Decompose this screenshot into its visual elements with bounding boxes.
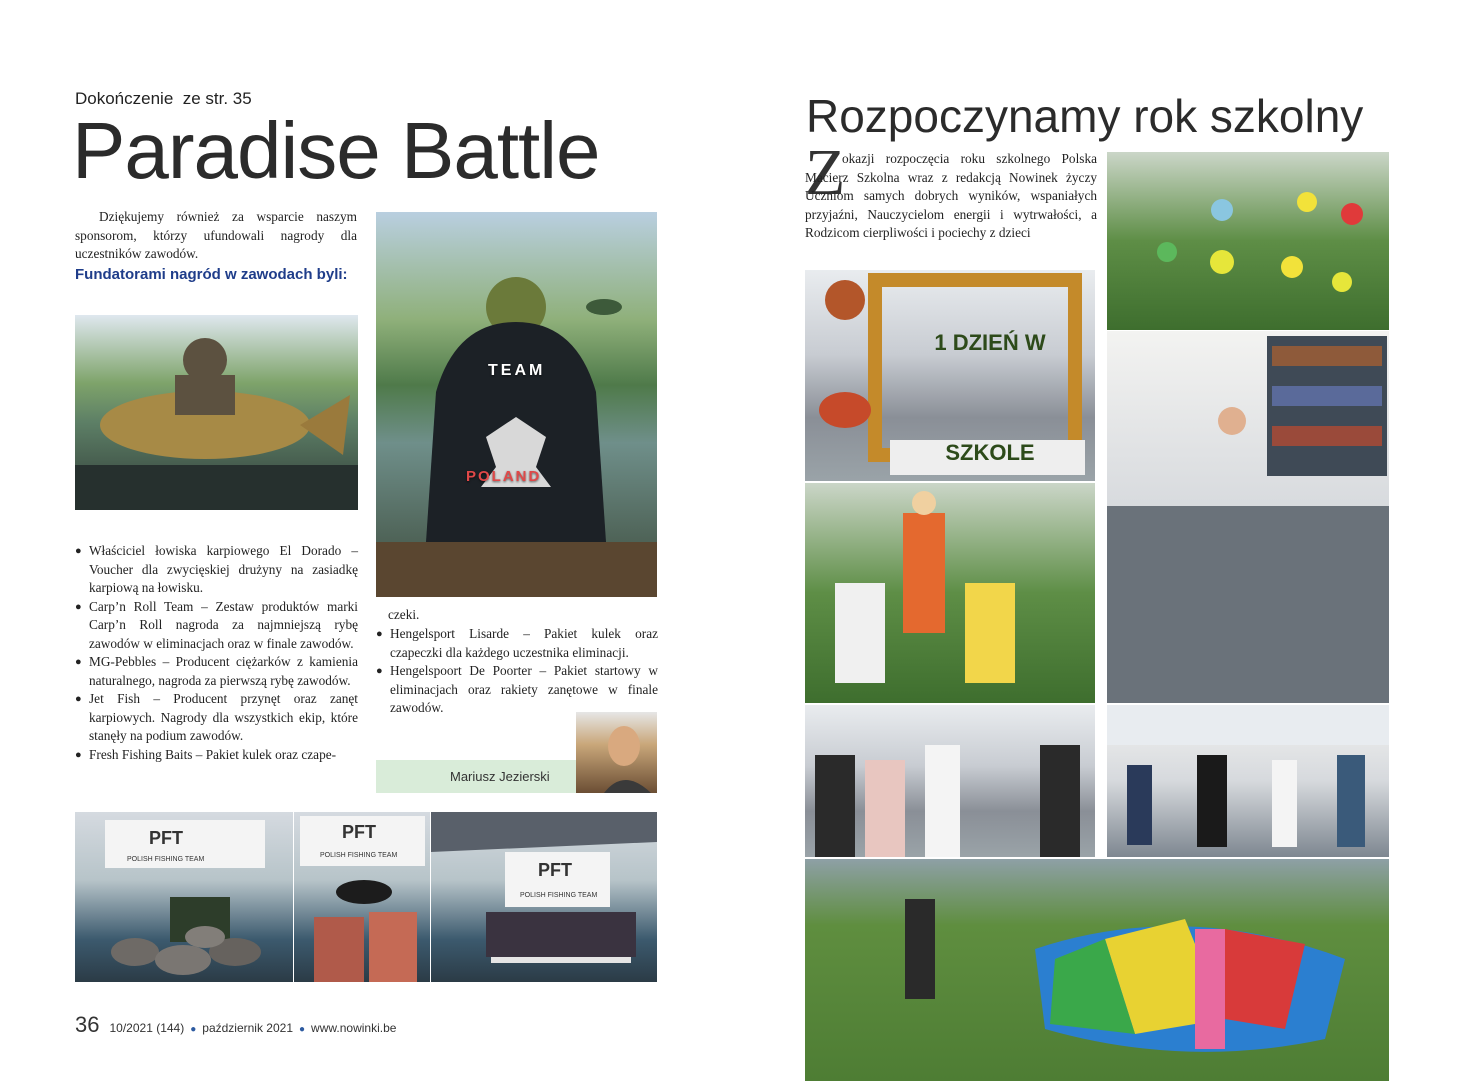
list-item: ● MG-Pebbles – Producent ciężarków z kamienia naturalnego, nagroda za pierwszą rybę zawodów. xyxy=(75,653,358,690)
school-entrance-photo xyxy=(1107,705,1389,857)
kids-with-teacher-photo xyxy=(805,483,1095,703)
first-day-sign: 1 DZIEŃ W SZKOLE xyxy=(934,330,1046,465)
greeting-paragraph: okazji rozpoczęcia roku szkolnego Polska Macierz Szkolna wraz z redakcją Nowinek życzy Uczniom samych dobrych wyników, wspaniałych przyjaźni, Nauczycielom energii i wytrwałości, a Rodzicom cierpliwości i pociechy z dzieci xyxy=(805,151,1097,240)
boilies-illustration xyxy=(294,812,430,982)
angler-illustration xyxy=(376,212,657,597)
list-item: ● Fresh Fishing Baits – Pakiet kulek oraz czape- xyxy=(75,746,358,765)
kids-balloons-photo xyxy=(1107,152,1389,330)
page-number: 36 xyxy=(75,1012,100,1037)
sponsors-heading: Fundatorami nagród w zawodach byli: xyxy=(75,266,348,283)
issue-number: 10/2021 (144) xyxy=(109,1021,185,1035)
carp-angler-photo xyxy=(75,315,358,510)
banner-logo: PFT xyxy=(538,860,572,880)
page-footer xyxy=(75,1012,396,1042)
sponsors-list-column-2 xyxy=(376,625,658,718)
pebbles-illustration xyxy=(75,812,293,982)
drop-cap-z: Z xyxy=(805,136,846,209)
carp-illustration xyxy=(75,315,358,510)
list-item: ● Właściciel łowiska karpiowego El Dorado – Voucher dla zwycięskiej drużyny na zasiadkę karpiową na łowisku. xyxy=(75,542,358,598)
banner-logo: PFT xyxy=(149,828,183,848)
list-item: ● Hengelspoort De Poorter – Pakiet startowy w eliminacjach oraz rakiety zanętowe w finale zawodów. xyxy=(376,662,658,718)
author-name: Mariusz Jezierski xyxy=(450,769,550,784)
list-item: ● Jet Fish – Producent przynęt oraz zanęt karpiowych. Nagrody dla wszystkich ekip, które stanęły na podium zawodów. xyxy=(75,690,358,746)
sponsors-list-column-1 xyxy=(75,542,358,764)
entrance-illustration xyxy=(1107,705,1389,857)
bullet-dot-icon: ● xyxy=(190,1024,197,1035)
balloons-illustration xyxy=(1107,152,1389,330)
issue-date: październik 2021 xyxy=(202,1021,293,1035)
classroom-illustration xyxy=(1107,331,1389,703)
author-credit-box xyxy=(376,760,576,793)
stand-photo-pebbles xyxy=(75,812,293,982)
stand-photo-tent xyxy=(431,812,657,982)
author-face-illustration xyxy=(576,712,657,793)
article-title-paradise-battle: Paradise Battle xyxy=(72,106,600,195)
first-day-frame-photo xyxy=(805,270,1095,481)
banner-logo: PFT xyxy=(342,822,376,842)
hoodie-text-team: TEAM xyxy=(488,362,546,379)
hallway-illustration xyxy=(805,705,1095,857)
column-2-continuation: czeki. xyxy=(388,607,420,622)
teacher-illustration xyxy=(805,483,1095,703)
banner-text: POLISH FISHING TEAM xyxy=(320,852,398,859)
website-url: www.nowinki.be xyxy=(311,1021,397,1035)
banner-text: POLISH FISHING TEAM xyxy=(127,856,205,863)
banner-text: POLISH FISHING TEAM xyxy=(520,892,598,899)
continuation-note: Dokończenie ze str. 35 xyxy=(75,89,252,108)
bullet-dot-icon: ● xyxy=(299,1024,306,1035)
intro-paragraph: Dziękujemy również za wsparcie naszym sponsorom, którzy ufundowali nagrody dla uczestników zawodów. xyxy=(75,209,357,261)
list-item: ● Carp’n Roll Team – Zestaw produktów marki Carp’n Roll nagroda za najmniejszą rybę zawodów w eliminacjach oraz w finale zawodów. xyxy=(75,598,358,654)
hoodie-text-poland: POLAND xyxy=(466,468,542,485)
article-title-school-year: Rozpoczynamy rok szkolny xyxy=(806,90,1364,142)
stand-photo-boilies xyxy=(294,812,430,982)
parachute-illustration xyxy=(805,859,1389,1081)
kids-hallway-photo xyxy=(805,705,1095,857)
parachute-game-photo xyxy=(805,859,1389,1081)
author-portrait-photo xyxy=(576,712,657,793)
angler-team-poland-photo xyxy=(376,212,657,597)
classroom-reading-photo xyxy=(1107,331,1389,703)
list-item: ● Hengelsport Lisarde – Pakiet kulek oraz czapeczki dla każdego uczestnika eliminacji. xyxy=(376,625,658,662)
